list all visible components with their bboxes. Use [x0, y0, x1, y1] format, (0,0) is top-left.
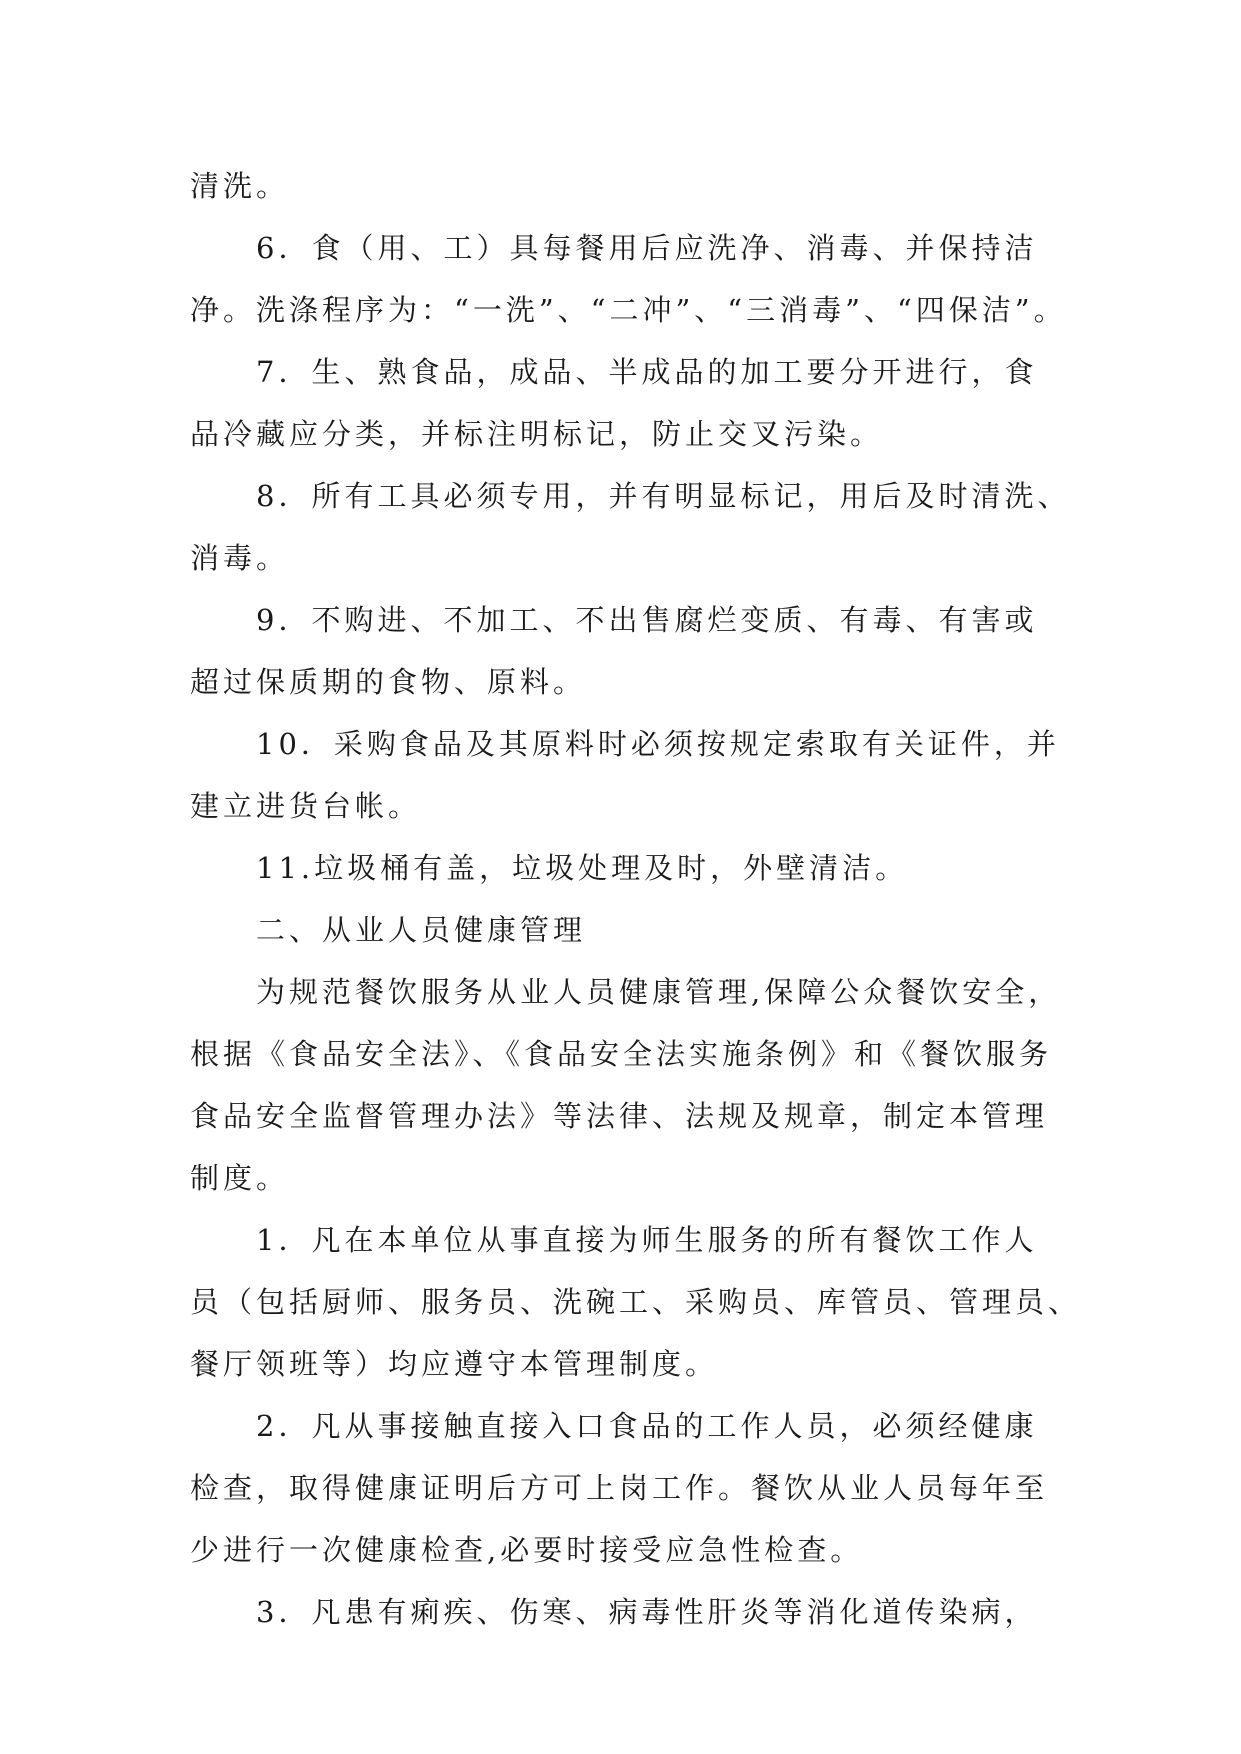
text-line: 餐厅领班等）均应遵守本管理制度。	[190, 1347, 719, 1381]
text-line: 10．采购食品及其原料时必须按规定索取有关证件，并	[256, 727, 1060, 761]
text-line: 为规范餐饮服务从业人员健康管理,保障公众餐饮安全，	[256, 975, 1062, 1009]
text-line: 9．不购进、不加工、不出售腐烂变质、有毒、有害或	[256, 603, 1038, 637]
text-line: 根据《食品安全法》、《食品安全法实施条例》和《餐饮服务	[190, 1037, 1053, 1071]
text-line: 净。洗涤程序为：“一洗”、“二冲”、“三消毒”、“四保洁”。	[190, 293, 1067, 327]
text-line: 员（包括厨师、服务员、洗碗工、采购员、库管员、管理员、	[190, 1285, 1082, 1319]
text-line: 检查，取得健康证明后方可上岗工作。餐饮从业人员每年至	[190, 1471, 1049, 1505]
text-line: 建立进货台帐。	[190, 789, 422, 823]
text-line: 3．凡患有痢疾、伤寒、病毒性肝炎等消化道传染病，	[256, 1595, 1038, 1629]
text-line: 2．凡从事接触直接入口食品的工作人员，必须经健康	[256, 1409, 1038, 1443]
text-line: 7．生、熟食品，成品、半成品的加工要分开进行，食	[256, 355, 1038, 389]
text-line: 1．凡在本单位从事直接为师生服务的所有餐饮工作人	[256, 1223, 1038, 1257]
document-body	[190, 155, 1082, 1643]
text-line: 二、从业人员健康管理	[256, 913, 587, 947]
text-line: 11.垃圾桶有盖，垃圾处理及时，外壁清洁。	[256, 851, 909, 885]
text-line: 清洗。	[190, 169, 290, 203]
text-line: 8．所有工具必须专用，并有明显标记，用后及时清洗、	[256, 479, 1071, 513]
text-line: 消毒。	[190, 541, 290, 575]
text-line: 食品安全监督管理办法》等法律、法规及规章，制定本管理	[190, 1099, 1049, 1133]
text-line: 超过保质期的食物、原料。	[190, 665, 587, 699]
text-line: 品冷藏应分类，并标注明标记，防止交叉污染。	[190, 417, 884, 451]
text-line: 制度。	[190, 1161, 290, 1195]
text-line: 少进行一次健康检查,必要时接受应急性检查。	[190, 1533, 864, 1567]
text-line: 6．食（用、工）具每餐用后应洗净、消毒、并保持洁	[256, 231, 1038, 265]
